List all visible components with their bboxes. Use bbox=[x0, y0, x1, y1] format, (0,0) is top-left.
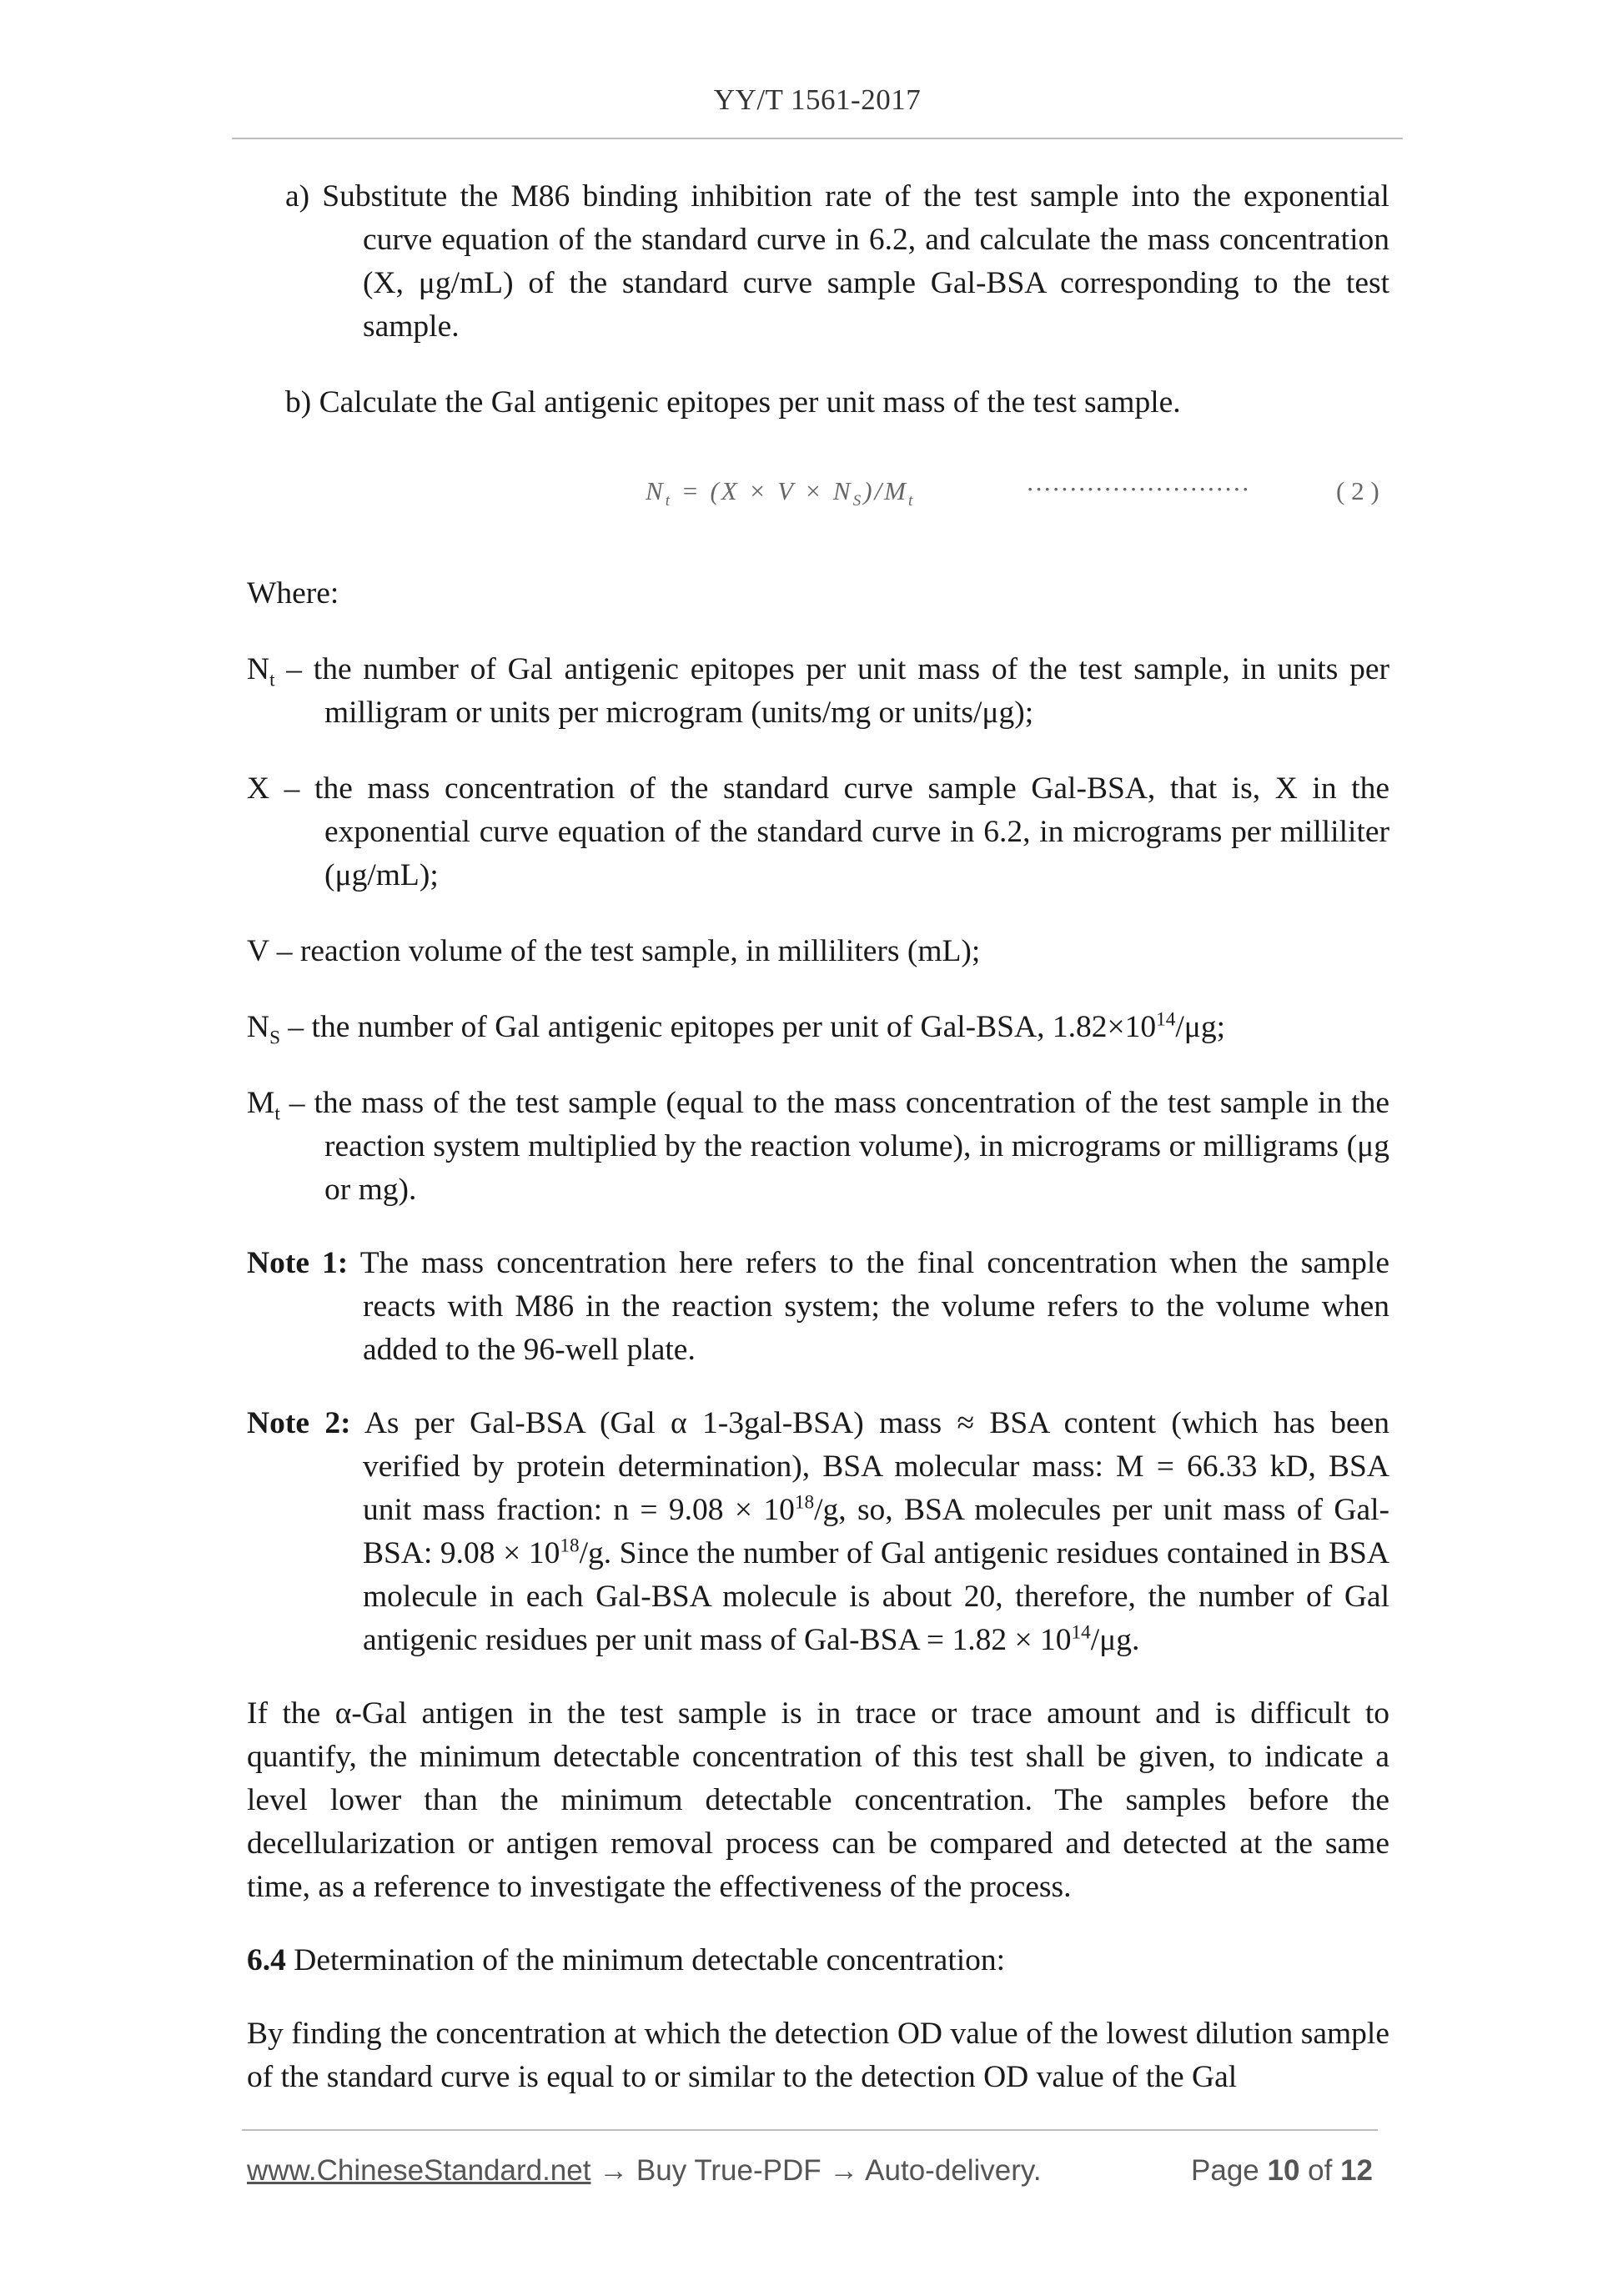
list-item-b-text: Calculate the Gal antigenic epitopes per unit mass of the test sample. bbox=[319, 385, 1181, 420]
note-2-label: Note 2: bbox=[247, 1406, 351, 1440]
section-6-4-heading bbox=[247, 1939, 1389, 1982]
definition-mt: $M_t$ – the mass of the test sample (equal to the mass concentration of the test sample in the reaction system multiplied by the reaction volume), in micrograms or milligrams (μg or mg). bbox=[247, 1086, 1389, 1207]
total-pages: 12 bbox=[1340, 2154, 1373, 2187]
note-1-text: The mass concentration here refers to the final concentration when the sample reacts with M86 in the reaction system; the volume refers to the volume when added to the 96-well plate. bbox=[348, 1246, 1389, 1367]
section-title: Determination of the minimum detectable concentration: bbox=[285, 1943, 1006, 1977]
where-label: Where: bbox=[247, 576, 339, 610]
document-header: YY/T 1561-2017 bbox=[713, 83, 922, 116]
page-indicator: Page 10 of 12 bbox=[1191, 2154, 1373, 2187]
definition-v: V – reaction volume of the test sample, in milliliters (mL); bbox=[247, 934, 981, 968]
note-1 bbox=[247, 1242, 1389, 1372]
definition-ns: $N_S$ – the number of Gal antigenic epitopes per unit of Gal-BSA, $1.82\times 10^{14}/\mu g$; bbox=[247, 1008, 1226, 1049]
website-link[interactable]: www.ChineseStandard.net bbox=[247, 2154, 591, 2187]
formula-leader-dots: ·························· bbox=[1026, 475, 1250, 504]
page-content bbox=[247, 175, 1389, 2099]
list-item-b bbox=[247, 381, 1389, 425]
page-footer bbox=[247, 2154, 1378, 2188]
formula-number: ( 2 ) bbox=[1336, 476, 1379, 505]
list-item-a-label: a) bbox=[285, 179, 323, 214]
note-1-label: Note 1: bbox=[247, 1246, 349, 1280]
header-divider bbox=[232, 138, 1403, 139]
paragraph-trace-antigen: If the α-Gal antigen in the test sample is in trace or trace amount and is difficult to quantify, the minimum detectable concentration of this test shall be given, to indicate a level lower than the minimum detectable concentration. The samples before the decellularization or antigen removal process can be compared and detected at the same time, as a reference to investigate the effectiveness of the process. bbox=[247, 1696, 1389, 1904]
list-item-b-label: b) bbox=[285, 385, 319, 420]
note-2: Note 2: As per Gal-BSA (Gal α 1-3gal-BSA) mass ≈ BSA content (which has been verified by protein determination), BSA molecular mass: M = 66.33 kD, BSA unit mass fraction: $n = 9.08 \times 10^{18}/g$, so, BSA molecules per unit mass of Gal-BSA: $9.08 \times 10^{18}/g$. Since the number of Gal antigenic residues contained in BSA molecule in each Gal-BSA molecule is about 20, therefore, the number of Gal antigenic residues per unit mass of $Gal-BSA = 1.82 \times 10^{14}/\mu g$. bbox=[247, 1406, 1389, 1657]
paragraph-minimum-detectable: By finding the concentration at which the detection OD value of the lowest dilution sample of the standard curve is equal to or similar to the detection OD value of the Gal bbox=[247, 2017, 1389, 2094]
list-item-a-text: Substitute the M86 binding inhibition rate of the test sample into the exponential curve equation of the standard curve in 6.2, and calculate the mass concentration (X, μg/mL) of the standard curve sample Gal-BSA corresponding to the test sample. bbox=[322, 179, 1389, 344]
section-number: 6.4 bbox=[247, 1943, 286, 1977]
definition-nt: $N_t$ – the number of Gal antigenic epitopes per unit mass of the test sample, in units per milligram or units per microgram (units/mg or units/μg); bbox=[247, 652, 1389, 730]
formula-2 bbox=[247, 476, 1389, 526]
current-page: 10 bbox=[1267, 2154, 1300, 2187]
footer-tagline: → Buy True-PDF → Auto-delivery. bbox=[590, 2154, 1042, 2187]
list-item-a bbox=[247, 175, 1389, 349]
definition-x: X – the mass concentration of the standard curve sample Gal-BSA, that is, X in the exponential curve equation of the standard curve in 6.2, in micrograms per milliliter (μg/mL); bbox=[247, 771, 1389, 892]
formula-expression: $N_t = (X \times V \times N_S)/M_t$ bbox=[646, 476, 916, 510]
footer-divider bbox=[242, 2129, 1378, 2131]
